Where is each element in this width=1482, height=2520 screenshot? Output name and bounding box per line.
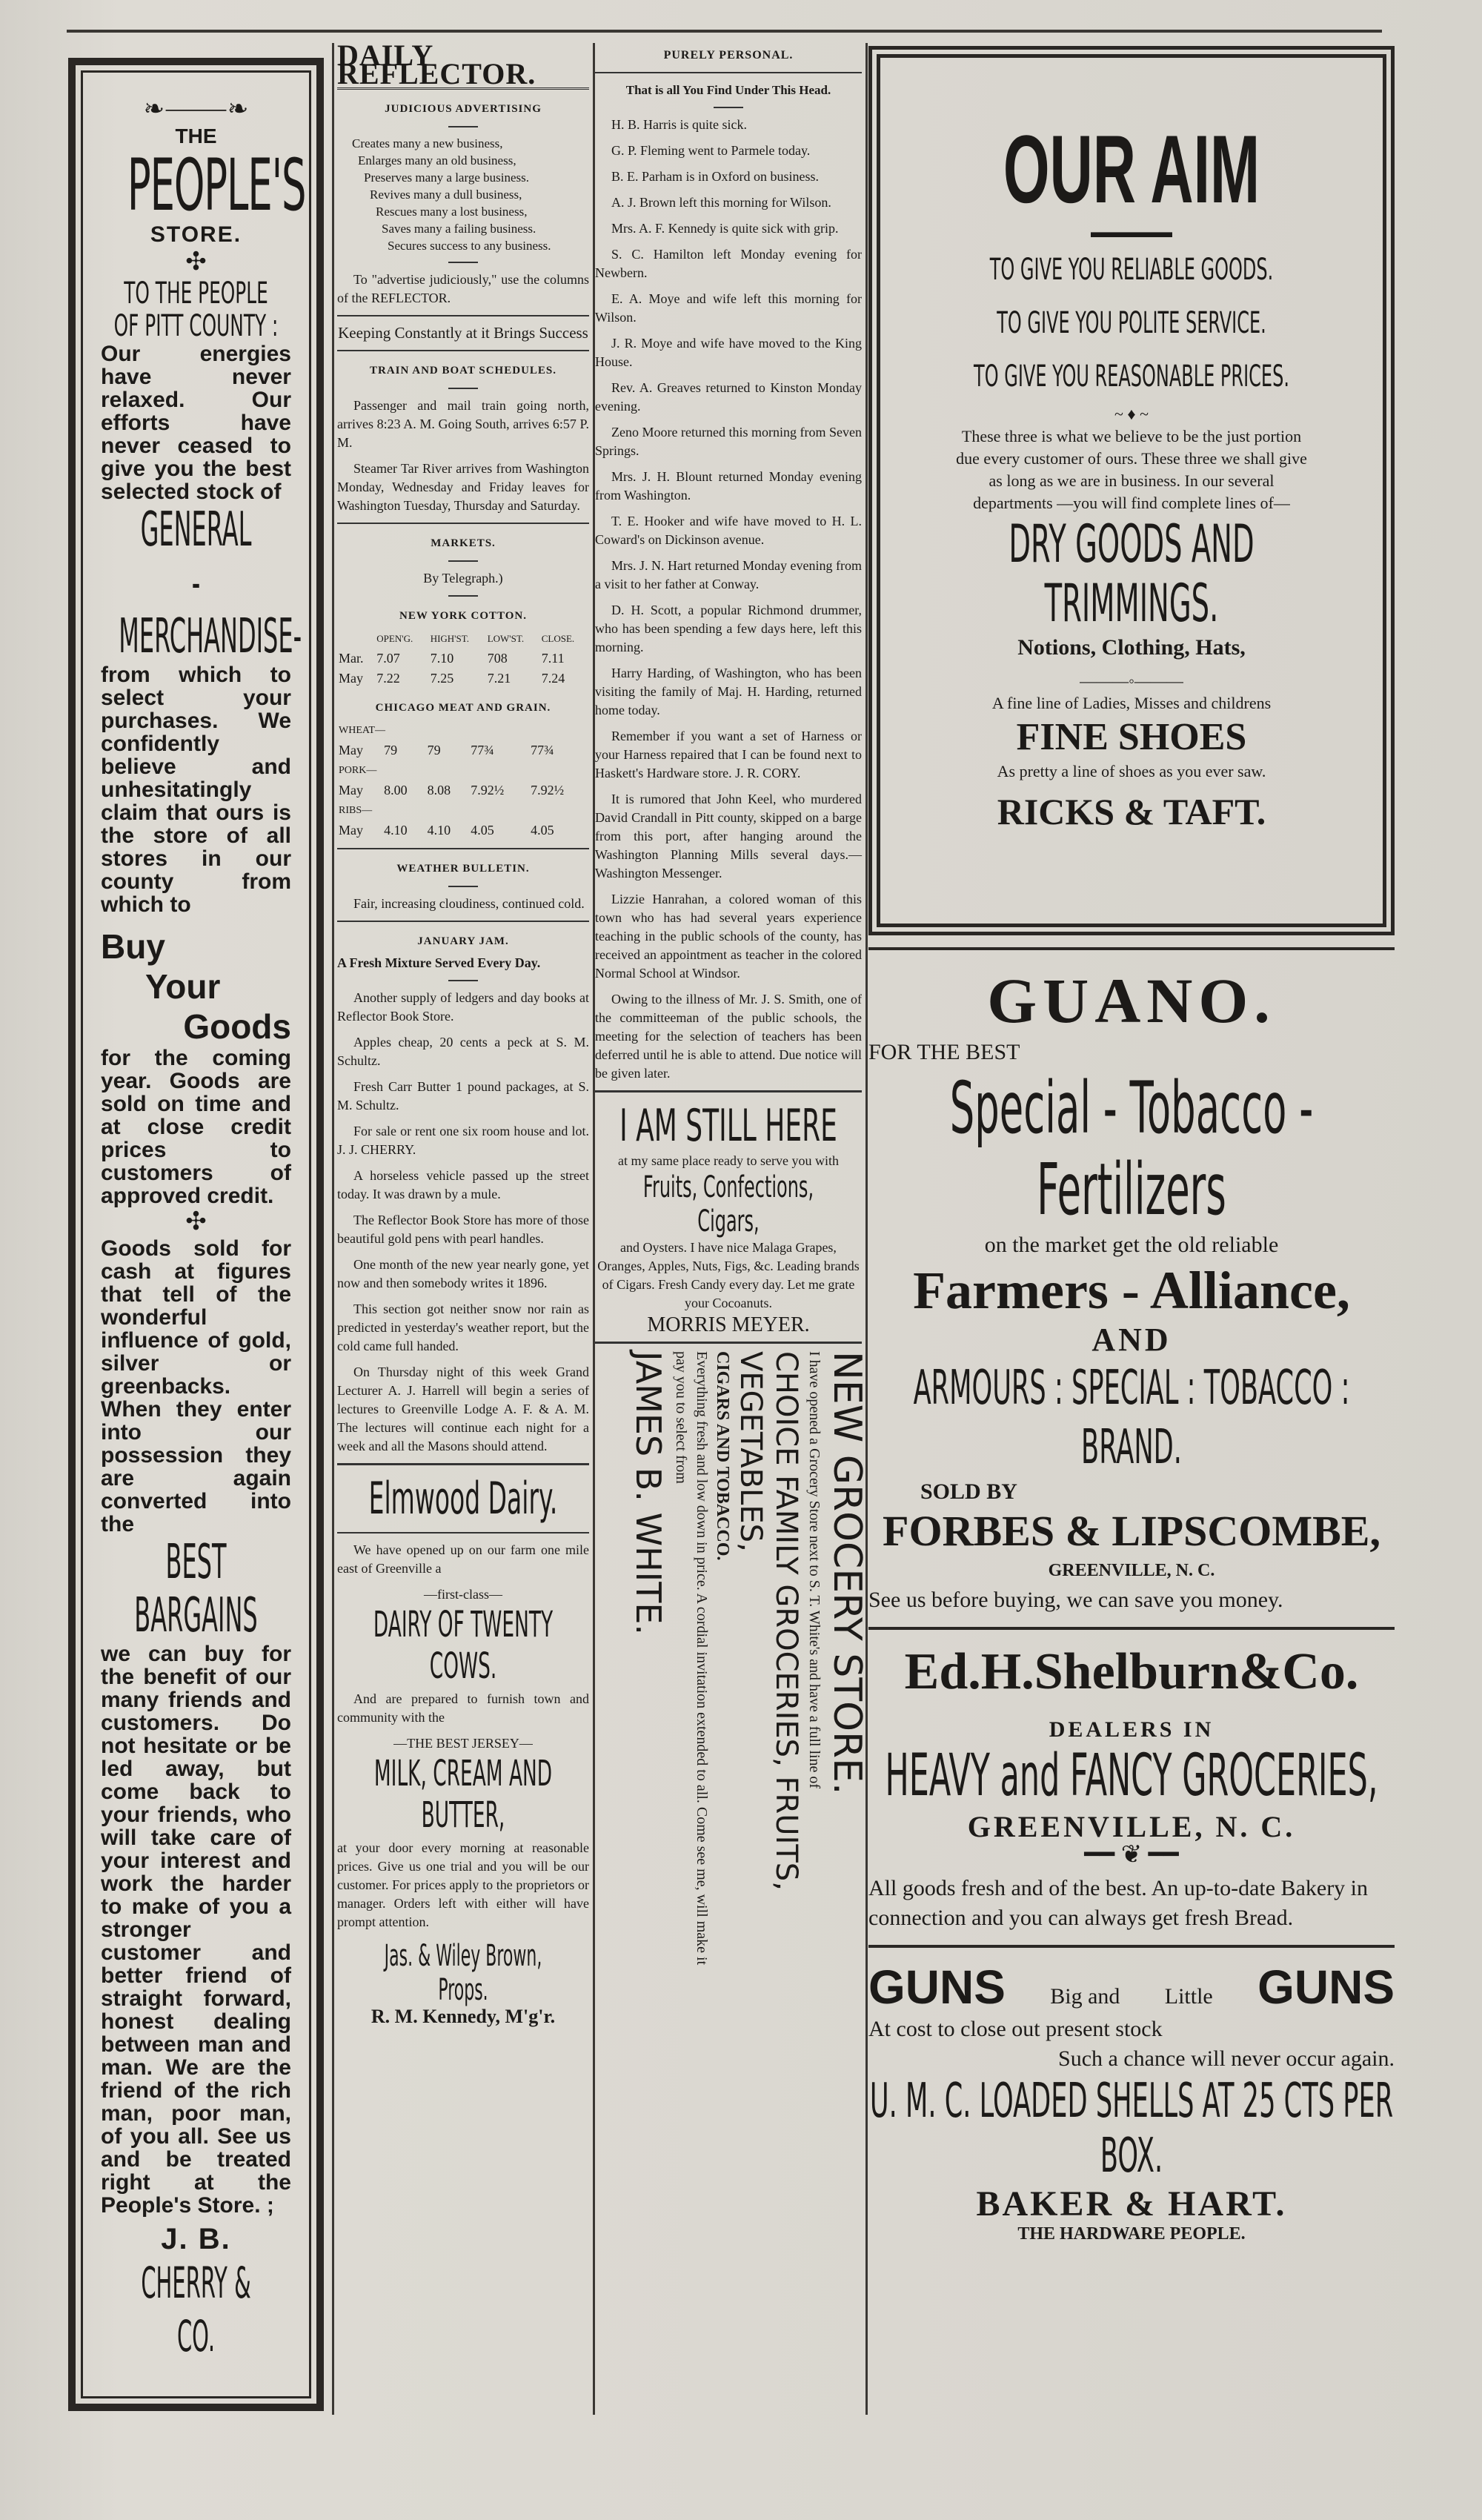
- our-aim-ad: [868, 46, 1395, 935]
- ad-claim: from which to select your purchases. We confidently believe and unhesitatingly claim that ours is the store of all stores in our county from which to: [101, 663, 291, 917]
- divider: [868, 947, 1395, 950]
- personal-item: B. E. Parham is in Oxford on business.: [611, 169, 819, 184]
- dairy-jersey: —THE BEST JERSEY—: [393, 1736, 533, 1751]
- personal-item: Rev. A. Greaves returned to Kinston Monday evening.: [595, 380, 862, 414]
- divider: [595, 72, 862, 73]
- still-here-sub: at my same place ready to serve you with: [618, 1153, 839, 1168]
- jam-subheading: A Fresh Mixture Served Every Day.: [337, 955, 541, 970]
- ad-sign-2: CHERRY & CO.: [141, 2258, 251, 2361]
- personal-item: J. R. Moye and wife have moved to the King House.: [595, 336, 862, 369]
- grain-label: RIBS—: [339, 805, 373, 816]
- advertising-line: Preserves many a large business.: [364, 170, 529, 185]
- still-here-goods: Fruits, Confections, Cigars,: [642, 1170, 814, 1239]
- table-header-row: [337, 629, 589, 649]
- ricks-taft: RICKS & TAFT.: [997, 791, 1266, 832]
- ornament-icon: ▬▬▬▬▬: [1091, 222, 1172, 241]
- table-cell: 4.10: [384, 823, 408, 838]
- advertising-line: Secures success to any business.: [388, 239, 551, 253]
- farmers-alliance: Farmers - Alliance,: [913, 1261, 1350, 1320]
- grain-label: PORK—: [339, 765, 377, 776]
- advertising-line: Creates many a new business,: [352, 136, 503, 150]
- fresh-text: All goods fresh and of the best. An up-to-date Bakery in connection and you can always get fresh Bread.: [868, 1876, 1369, 1930]
- advertising-note: To "advertise judiciously," use the columns of the REFLECTOR.: [337, 272, 589, 305]
- divider: [448, 595, 478, 597]
- boat-schedule: Steamer Tar River arrives from Washington Monday, Wednesday and Friday leaves for Washington Tuesday, Thursday and Saturday.: [337, 461, 589, 513]
- table-cell: 7.25: [430, 671, 454, 686]
- personal-item: D. H. Scott, a popular Richmond drummer, who has been spending a few days here, left this morning.: [595, 603, 862, 654]
- ad-intro: Our energies have never relaxed. Our efforts have never ceased to give you the best selected stock of: [101, 342, 291, 504]
- column-rule: [865, 43, 868, 2415]
- personal-item: A. J. Brown left this morning for Wilson.: [611, 195, 831, 210]
- divider: [337, 848, 589, 849]
- divider: [448, 262, 478, 263]
- grocery-goods: CHOICE FAMILY GROCERIES, FRUITS, VEGETABLES,: [734, 1351, 803, 1891]
- dairy-text-3: at your door every morning at reasonable prices. Give us one trial and you will be our customer. For prices apply to the proprietors or manager. Orders left with either will have prompt attention.: [337, 1840, 589, 1929]
- train-schedule: Passenger and mail train going north, arrives 8:23 A. M. Going South, arrives 6:57 P. M.: [337, 398, 589, 450]
- personal-item: S. C. Hamilton left Monday evening for Newbern.: [595, 247, 862, 280]
- ad-buy: Buy: [101, 927, 165, 966]
- reflector-column: [337, 39, 589, 2027]
- grocery-ad-rotated: [626, 1351, 869, 1966]
- still-here-title: I AM STILL HERE: [619, 1100, 837, 1152]
- ad-closing: we can buy for the benefit of our many friends and customers. Do not hesitate or be led away, but come back to your friends, who will take care of your interest and work the harder to make of you a stronger customer and better friend of straight forward, honest dealing between man and man. We are the friend of the rich man, poor man, of you all. See us and be treated right at the People's Store. ;: [101, 1642, 291, 2218]
- divider: [868, 1627, 1395, 1630]
- ornament-icon: ✣: [185, 248, 207, 276]
- dairy-title: Elmwood Dairy.: [368, 1473, 558, 1525]
- table-header-cell: [337, 629, 375, 649]
- divider: [337, 350, 589, 351]
- masthead: DAILY REFLECTOR.: [337, 46, 589, 90]
- local-item: The Reflector Book Store has more of those beautiful gold pens with pearl handles.: [337, 1213, 589, 1246]
- baker-hart: BAKER & HART.: [976, 2184, 1287, 2224]
- table-cell: 4.05: [471, 823, 494, 838]
- table-cell: May: [339, 671, 363, 686]
- table-cell: 77¾: [471, 743, 494, 757]
- table-cell: 7.92½: [471, 783, 505, 798]
- divider: [448, 126, 478, 127]
- personal-item: Mrs. J. H. Blount returned Monday evening from Washington.: [595, 469, 862, 503]
- dairy-text-2: And are prepared to furnish town and community with the: [337, 1691, 589, 1725]
- fertilizers: Special - Tobacco - Fertilizers: [949, 1067, 1314, 1231]
- hardware-people: THE HARDWARE PEOPLE.: [1017, 2224, 1246, 2244]
- armours-brand: ARMOURS : SPECIAL : TOBACCO : BRAND.: [913, 1361, 1350, 1475]
- table-label-row: [337, 720, 589, 740]
- table-cell: 7.24: [541, 671, 565, 686]
- table-cell: 79: [427, 743, 441, 757]
- ornament-icon: ❧⸻❧: [143, 96, 249, 123]
- personal-item: It is rumored that John Keel, who murdered David Crandall in Pitt county, skipped on a barge from this port, after hanging around the Washington Planning Mills several days.—Washington Messenger.: [595, 792, 862, 881]
- table-cell: 7.22: [376, 671, 400, 686]
- pretty-shoes: As pretty a line of shoes as you ever saw.: [997, 762, 1266, 780]
- table-cell: May: [339, 743, 363, 757]
- personal-item: T. E. Hooker and wife have moved to H. L. Coward's on Dickinson avenue.: [595, 514, 862, 547]
- greenville-1: GREENVILLE, N. C.: [1048, 1561, 1215, 1580]
- advert-column: [868, 46, 1395, 2244]
- table-cell: 708: [487, 651, 508, 666]
- ad-sign-1: J. B.: [161, 2223, 231, 2255]
- aim-title: OUR AIM: [1003, 115, 1260, 223]
- ad-cash: Goods sold for cash at figures that tell of the wonderful influence of gold, silver or greenbacks. When they enter into our possession they are again converted into the: [101, 1236, 291, 1536]
- guns-row: [868, 1960, 1395, 2015]
- ad-your: Your: [145, 967, 221, 1006]
- table-cell: 7.21: [487, 671, 511, 686]
- advertising-line: Rescues many a lost business,: [376, 205, 528, 219]
- cotton-heading: NEW YORK COTTON.: [399, 610, 527, 622]
- table-row: [337, 649, 589, 669]
- aim-line-2: TO GIVE YOU POLITE SERVICE.: [997, 306, 1266, 340]
- notions: Notions, Clothing, Hats,: [1017, 635, 1246, 660]
- keeping-slogan: Keeping Constantly at it Brings Success: [338, 324, 588, 342]
- personal-item: Remember if you want a set of Harness or your Harness repaired that I can be found next to Haskett's Hardware store. J. R. CORY.: [595, 729, 862, 780]
- grocery-text-2: Everything fresh and low down in price. A cordial invitation extended to all. Come see me, will make it pay you to select from: [673, 1351, 710, 1966]
- ad-store: STORE.: [150, 222, 242, 247]
- grocery-sign: JAMES B. WHITE.: [628, 1351, 668, 1636]
- dairy-text-1: We have opened up on our farm one mile east of Greenville a: [337, 1542, 589, 1576]
- see-us: See us before buying, we can save you money.: [868, 1588, 1283, 1612]
- divider: [337, 1532, 589, 1533]
- local-item: Another supply of ledgers and day books at Reflector Book Store.: [337, 990, 589, 1024]
- grocery-text: I have opened a Grocery Store next to S. T. White's and have a full line of: [806, 1351, 823, 1789]
- column-rule: [332, 43, 334, 2415]
- table-header-cell: HIGH'ST.: [430, 633, 469, 644]
- table-header-cell: LOW'ST.: [487, 633, 525, 644]
- guns-right: GUNS: [1257, 1960, 1395, 2014]
- and-text: AND: [1091, 1322, 1172, 1358]
- grain-label: WHEAT—: [339, 725, 385, 736]
- ad-goods: Goods: [183, 1007, 291, 1046]
- divider: [868, 1945, 1395, 1948]
- ornament-icon: ━━ ❦ ━━: [1084, 1841, 1179, 1869]
- section-heading: TRAIN AND BOAT SCHEDULES.: [370, 365, 556, 377]
- dealers-in: DEALERS IN: [1049, 1717, 1214, 1742]
- ad-general: GENERAL: [140, 503, 252, 557]
- divider: [337, 1463, 589, 1465]
- table-cell: 8.00: [384, 783, 408, 798]
- market-text: on the market get the old reliable: [984, 1233, 1279, 1257]
- table-label-row: [337, 760, 589, 780]
- divider: [448, 560, 478, 562]
- table-cell: May: [339, 783, 363, 798]
- table-label-row: [337, 800, 589, 820]
- big-and: Big and: [1050, 1984, 1120, 2009]
- ad-best-bargains: BEST BARGAINS: [134, 1535, 258, 1643]
- advertising-line: Revives many a dull business,: [370, 188, 522, 202]
- advertising-lines: [337, 135, 589, 254]
- chance-text: Such a chance will never occur again.: [1058, 2046, 1395, 2071]
- local-item: Apples cheap, 20 cents a peck at S. M. Schultz.: [337, 1035, 589, 1068]
- weather-text: Fair, increasing cloudiness, continued cold.: [353, 896, 585, 911]
- table-row: [337, 820, 589, 840]
- personal-item: Mrs. A. F. Kennedy is quite sick with grip.: [611, 221, 839, 236]
- table-row: [337, 669, 589, 689]
- divider: [337, 523, 589, 524]
- grocery-cigars: CIGARS AND TOBACCO.: [713, 1351, 732, 1561]
- cost-text: At cost to close out present stock: [868, 2017, 1163, 2041]
- table-cell: 4.10: [427, 823, 451, 838]
- fine-shoes: FINE SHOES: [1016, 716, 1247, 758]
- ornament-icon: ~ ♦ ~: [1114, 405, 1149, 423]
- personal-column: [595, 46, 869, 1966]
- table-cell: 77¾: [531, 743, 554, 757]
- advertising-line: Enlarges many an old business,: [358, 153, 516, 168]
- shoes-line: A fine line of Ladies, Misses and childrens: [991, 694, 1272, 712]
- table-cell: 7.11: [541, 651, 565, 666]
- personal-item: Owing to the illness of Mr. J. S. Smith, one of the committeeman of the public schools, the meeting for the selection of teachers has been deferred until he is able to attend. Due notice will be given later.: [595, 992, 862, 1081]
- ad-terms: for the coming year. Goods are sold on time and at close credit prices to customers of approved credit.: [101, 1046, 291, 1208]
- local-item: A horseless vehicle passed up the street today. It was drawn by a mule.: [337, 1168, 589, 1201]
- section-heading: WEATHER BULLETIN.: [396, 863, 530, 875]
- greenville-2: GREENVILLE, N. C.: [967, 1810, 1296, 1843]
- section-subheading: That is all You Find Under This Head.: [625, 83, 831, 97]
- divider: [595, 1090, 862, 1092]
- personal-item: E. A. Moye and wife left this morning for Wilson.: [595, 291, 862, 325]
- little: Little: [1164, 1984, 1213, 2009]
- local-item: Fresh Carr Butter 1 pound packages, at S. M. Schultz.: [337, 1079, 589, 1113]
- section-heading: MARKETS.: [431, 537, 496, 549]
- top-rule: [67, 30, 1382, 33]
- guano-title: GUANO.: [987, 965, 1276, 1036]
- dairy-milk: MILK, CREAM AND BUTTER,: [373, 1753, 553, 1836]
- dairy-first-class: —first-class—: [424, 1587, 502, 1602]
- local-item: This section got neither snow nor rain as predicted in yesterday's weather report, but the cold came full handed.: [337, 1302, 589, 1353]
- ad-merchandise: -MERCHANDISE-: [119, 556, 302, 664]
- table-cell: Mar.: [339, 651, 364, 666]
- personal-item: Lizzie Hanrahan, a colored woman of this town who has had several years experience teaching in the public schools of the county, has received an appointment as teacher in the colored Normal School at Windsor.: [595, 892, 862, 981]
- peoples-store-ad: [68, 58, 324, 2411]
- personal-item: Harry Harding, of Washington, who has been visiting the family of Maj. H. Harding, returned home today.: [595, 666, 862, 717]
- personal-item: G. P. Fleming went to Parmele today.: [611, 143, 811, 158]
- table-header-cell: OPEN'G.: [376, 633, 413, 644]
- dairy-cows: DAIRY OF TWENTY COWS.: [373, 1604, 554, 1687]
- still-here-sign: MORRIS MEYER.: [647, 1313, 810, 1336]
- divider: [337, 921, 589, 922]
- divider: [448, 980, 478, 981]
- divider: [448, 388, 478, 389]
- personal-item: H. B. Harris is quite sick.: [611, 117, 747, 132]
- personal-items: [595, 116, 862, 1083]
- local-items: [337, 989, 589, 1456]
- aim-line-3: TO GIVE YOU REASONABLE PRICES.: [974, 359, 1289, 394]
- ornament-icon: ———◦———: [1080, 672, 1183, 690]
- telegraph-note: By Telegraph.): [423, 571, 503, 586]
- dairy-manager: R. M. Kennedy, M'g'r.: [370, 2006, 556, 2027]
- forbes-lipscombe: FORBES & LIPSCOMBE,: [883, 1507, 1380, 1555]
- section-heading: PURELY PERSONAL.: [663, 49, 794, 62]
- still-here-text: and Oysters. I have nice Malaga Grapes, Oranges, Apples, Nuts, Figs, &c. Leading brands of Cigars. Fresh Candy every day. Let me grate your Cocoanuts.: [597, 1240, 860, 1310]
- for-best: FOR THE BEST: [868, 1040, 1020, 1064]
- section-heading: JANUARY JAM.: [417, 935, 509, 947]
- personal-item: Zeno Moore returned this morning from Seven Springs.: [595, 425, 862, 458]
- table-row: [337, 740, 589, 760]
- dry-goods: DRY GOODS AND TRIMMINGS.: [1009, 514, 1255, 634]
- table-cell: 8.08: [427, 783, 451, 798]
- ad-title: PEOPLE'S: [127, 144, 306, 227]
- aim-text: These three is what we believe to be the just portion due every customer of ours. These three we shall give as long as we are in business. In our several departments —you will find complete lines of—: [956, 427, 1307, 512]
- table-cell: 7.07: [376, 651, 400, 666]
- table-header-cell: CLOSE.: [541, 633, 575, 644]
- section-heading: JUDICIOUS ADVERTISING: [385, 103, 542, 115]
- table-cell: 79: [384, 743, 398, 757]
- divider: [337, 315, 589, 316]
- table-cell: 7.92½: [531, 783, 565, 798]
- table-cell: 4.05: [531, 823, 554, 838]
- ornament-icon: ✣: [185, 1208, 207, 1236]
- dairy-props: Jas. & Wiley Brown, Props.: [384, 1939, 542, 2007]
- personal-item: Mrs. J. N. Hart returned Monday evening from a visit to her father at Conway.: [595, 558, 862, 591]
- chicago-heading: CHICAGO MEAT AND GRAIN.: [375, 702, 551, 714]
- divider: [595, 1342, 862, 1344]
- guns-left: GUNS: [868, 1960, 1006, 2014]
- grain-table: [337, 720, 589, 840]
- ad-salutation: TO THE PEOPLE OF PITT COUNTY :: [113, 276, 279, 343]
- shelburn-title: Ed.H.Shelburn&Co.: [904, 1643, 1359, 1700]
- cotton-table: [337, 629, 589, 689]
- local-item: On Thursday night of this week Grand Lecturer A. J. Harrell will begin a series of lectures to Greenville Lodge A. F. & A. M. The lectures will continue each night for a week and all the Masons should attend.: [337, 1365, 589, 1453]
- grocery-ad: [595, 1351, 869, 1966]
- local-item: For sale or rent one six room house and lot. J. J. CHERRY.: [337, 1124, 589, 1157]
- grocery-title: NEW GROCERY STORE.: [825, 1351, 869, 1795]
- ad-the: THE: [175, 125, 217, 147]
- divider: [448, 886, 478, 887]
- table-row: [337, 780, 589, 800]
- advertising-line: Saves many a failing business.: [382, 222, 536, 236]
- sold-by: SOLD BY: [920, 1479, 1017, 1504]
- shells-text: U. M. C. LOADED SHELLS AT 25 CTS PER BOX.: [869, 2074, 1394, 2184]
- groceries-title: HEAVY and FANCY GROCERIES,: [885, 1743, 1378, 1809]
- table-cell: 7.10: [430, 651, 454, 666]
- table-cell: May: [339, 823, 363, 838]
- aim-line-1: TO GIVE YOU RELIABLE GOODS.: [989, 253, 1274, 287]
- local-item: One month of the new year nearly gone, yet now and then somebody writes it 1896.: [337, 1257, 589, 1290]
- divider: [714, 107, 743, 108]
